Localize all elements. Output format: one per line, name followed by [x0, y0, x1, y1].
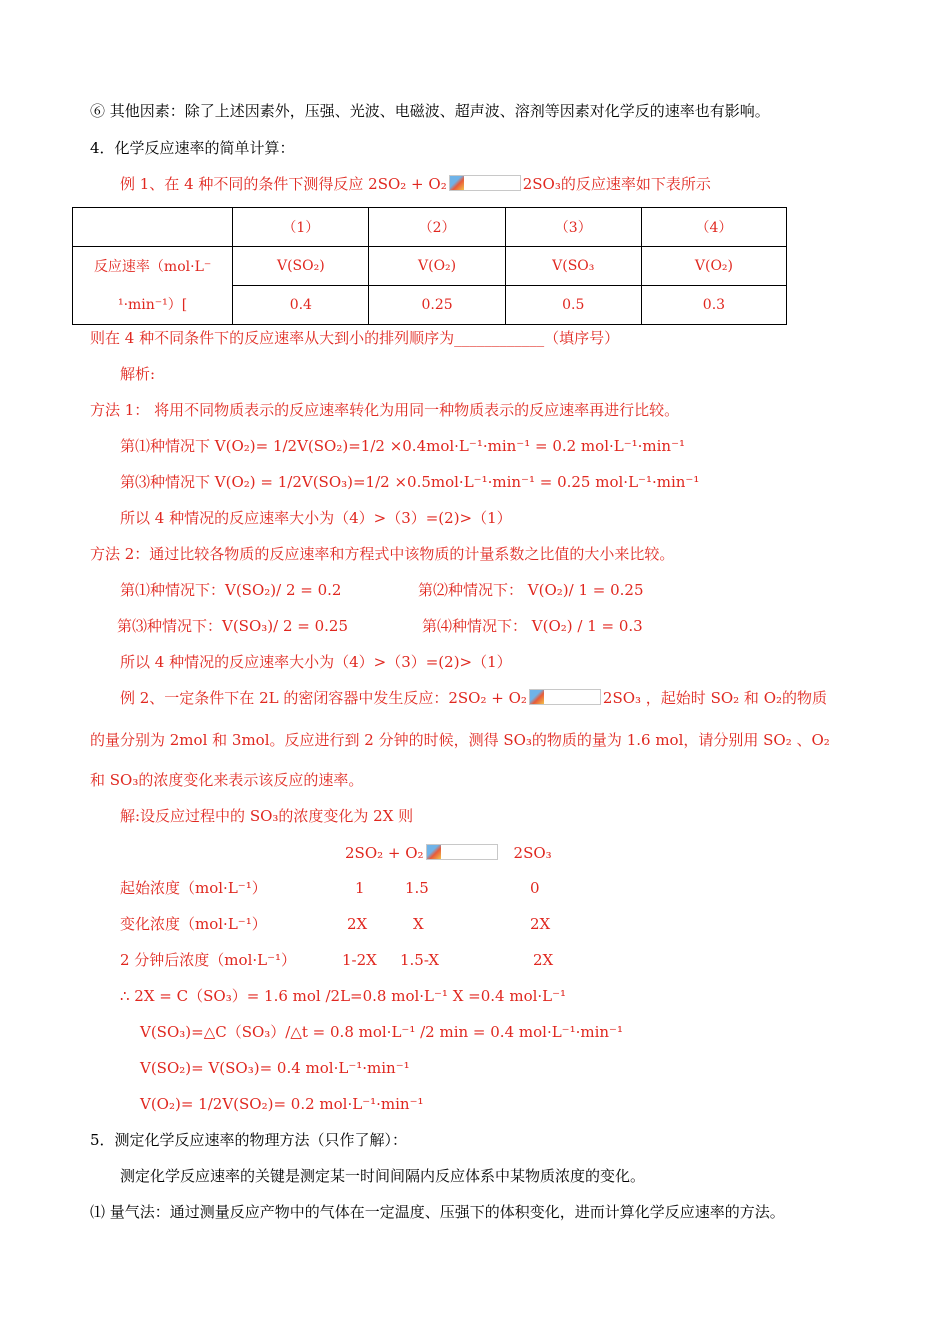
example-1-intro: [120, 174, 711, 194]
equation-left: 2SO₂ + O₂: [345, 844, 424, 862]
example-1-text-b: 2SO₃的反应速率如下表所示: [522, 175, 711, 193]
equilibrium-arrow-image: [426, 844, 498, 860]
table-row: [73, 247, 787, 286]
example-1-text-a: 例 1、在 4 种不同的条件下测得反应 2SO₂ + O₂: [120, 175, 447, 193]
example-2-text-b: 2SO₃ ，起始时 SO₂ 和 O₂的物质: [602, 689, 828, 707]
calc-line-3: V(SO₂)= V(SO₃)= 0.4 mol·L⁻¹·min⁻¹: [140, 1059, 410, 1077]
row-change-label: 变化浓度（mol·L⁻¹）: [120, 915, 267, 933]
solution-setup: 解:设反应过程中的 SO₃的浓度变化为 2X 则: [120, 807, 414, 825]
equilibrium-arrow-image: [529, 689, 601, 705]
calc-line-1: ∴ 2X = C（SO₃）= 1.6 mol /2L=0.8 mol·L⁻¹ X =0.4 mol·L⁻¹: [120, 987, 567, 1005]
method-1: 方法 1： 将用不同物质表示的反应速率转化为用同一种物质表示的反应速率再进行比较。: [90, 401, 680, 419]
table-cell-value: 0.5: [505, 286, 641, 325]
section-5-method-1: ⑴ 量气法：通过测量反应产物中的气体在一定温度、压强下的体积变化，进而计算化学反应速率的方法。: [90, 1203, 785, 1221]
method-1-summary: 所以 4 种情况的反应速率大小为（4）>（3）=(2)>（1）: [120, 509, 512, 527]
broken-image-icon: [450, 176, 464, 190]
row-change-value: 2X: [347, 915, 368, 933]
example-2-text-c: 的量分别为 2mol 和 3mol。反应进行到 2 分钟的时候，测得 SO₃的物质的量为 1.6 mol，请分别用 SO₂ 、O₂: [90, 731, 830, 749]
equilibrium-arrow-image: [449, 175, 521, 191]
question-order: 则在 4 种不同条件下的反应速率从大到小的排列顺序为____________（填序号）: [90, 329, 620, 347]
table-cell-species: V(O₂): [369, 247, 505, 286]
row-initial-label: 起始浓度（mol·L⁻¹）: [120, 879, 267, 897]
method-2: 方法 2：通过比较各物质的反应速率和方程式中该物质的计量系数之比值的大小来比较。: [90, 545, 675, 563]
calc-line-2: V(SO₃)=△C（SO₃）/△t = 0.8 mol·L⁻¹ /2 min = 0.4 mol·L⁻¹·min⁻¹: [140, 1023, 623, 1041]
method-2-case-2: 第⑵种情况下： V(O₂)/ 1 = 0.25: [418, 581, 644, 599]
method-1-case-3: 第⑶种情况下 V(O₂) = 1/2V(SO₃)=1/2 ×0.5mol·L⁻¹·min⁻¹ = 0.25 mol·L⁻¹·min⁻¹: [120, 473, 700, 491]
example-2-text-a: 例 2、一定条件下在 2L 的密闭容器中发生反应：2SO₂ + O₂: [120, 689, 527, 707]
example-2-text-d: 和 SO₃的浓度变化来表示该反应的速率。: [90, 771, 364, 789]
section-5-text: 测定化学反应速率的关键是测定某一时间间隔内反应体系中某物质浓度的变化。: [120, 1167, 646, 1185]
table-header-cell: [73, 208, 233, 247]
row-after-label: 2 分钟后浓度（mol·L⁻¹）: [120, 951, 297, 969]
analysis-label: 解析:: [120, 365, 156, 383]
reaction-equation: [345, 843, 552, 863]
row-initial-value: 0: [530, 879, 540, 897]
table-cell-value: 0.25: [369, 286, 505, 325]
method-2-summary: 所以 4 种情况的反应速率大小为（4）>（3）=(2)>（1）: [120, 653, 512, 671]
table-header-cell: （1）: [233, 208, 369, 247]
table-cell-value: 0.3: [641, 286, 786, 325]
table-cell-species: V(SO₃: [505, 247, 641, 286]
row-after-value: 2X: [533, 951, 554, 969]
broken-image-icon: [427, 845, 441, 859]
table-cell-value: 0.4: [233, 286, 369, 325]
row-change-value: 2X: [530, 915, 551, 933]
text-other-factors: ⑥ 其他因素：除了上述因素外，压强、光波、电磁波、超声波、溶剂等因素对化学反的速率也有影响。: [90, 102, 770, 120]
method-2-case-4: 第⑷种情况下： V(O₂) / 1 = 0.3: [422, 617, 643, 635]
table-cell-species: V(SO₂): [233, 247, 369, 286]
rate-table: [72, 207, 787, 325]
method-2-case-1: 第⑴种情况下：V(SO₂)/ 2 = 0.2: [120, 581, 342, 599]
table-row-label: [73, 247, 233, 325]
row-initial-value: 1.5: [405, 879, 429, 897]
row-initial-value: 1: [355, 879, 365, 897]
calc-line-4: V(O₂)= 1/2V(SO₂)= 0.2 mol·L⁻¹·min⁻¹: [140, 1095, 424, 1113]
heading-section-5: 5．测定化学反应速率的物理方法（只作了解）：: [90, 1131, 408, 1149]
table-header-cell: （2）: [369, 208, 505, 247]
equation-right: 2SO₃: [513, 844, 552, 862]
table-header-row: [73, 208, 787, 247]
table-header-cell: （3）: [505, 208, 641, 247]
example-2-intro: [120, 688, 827, 708]
table-header-cell: （4）: [641, 208, 786, 247]
method-2-case-3: 第⑶种情况下：V(SO₃)/ 2 = 0.25: [117, 617, 348, 635]
broken-image-icon: [530, 690, 544, 704]
row-label-line-1: 反应速率（mol·L⁻: [93, 258, 212, 275]
method-1-case-1: 第⑴种情况下 V(O₂)= 1/2V(SO₂)=1/2 ×0.4mol·L⁻¹·min⁻¹ = 0.2 mol·L⁻¹·min⁻¹: [120, 437, 686, 455]
table-cell-species: V(O₂): [641, 247, 786, 286]
row-after-value: 1-2X: [342, 951, 377, 969]
row-after-value: 1.5-X: [400, 951, 440, 969]
row-label-line-2: ¹·min⁻¹）[: [117, 296, 188, 313]
heading-section-4: 4．化学反应速率的简单计算：: [90, 139, 295, 157]
row-change-value: X: [413, 915, 424, 933]
